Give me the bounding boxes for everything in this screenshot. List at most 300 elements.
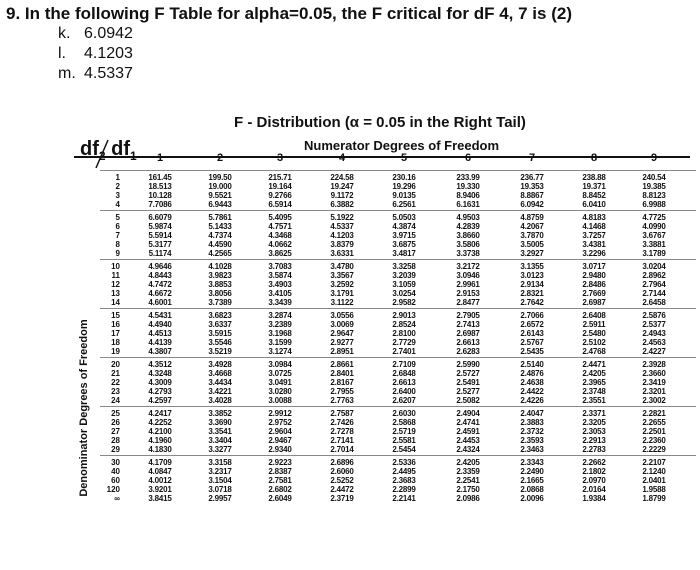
f-critical-value: 3.0123	[520, 271, 544, 280]
f-critical-value: 5.1174	[148, 249, 172, 258]
table-row	[100, 458, 696, 467]
f-critical-value: 233.99	[456, 173, 480, 182]
f-critical-value: 2.5140	[520, 360, 544, 369]
f-critical-value: 215.71	[268, 173, 292, 182]
f-critical-value: 2.5581	[392, 436, 416, 445]
f-critical-value: 3.2039	[392, 271, 416, 280]
f-critical-value: 2.6987	[456, 329, 480, 338]
f-critical-value: 4.7472	[148, 280, 172, 289]
denominator-header: Denominator Degrees of Freedom	[78, 319, 90, 497]
f-critical-value: 2.4495	[392, 467, 416, 476]
f-critical-value: 2.8387	[268, 467, 292, 476]
table-row	[100, 494, 696, 503]
table-row	[100, 427, 696, 436]
f-critical-value: 8.8867	[520, 191, 544, 200]
f-critical-value: 4.2252	[148, 418, 172, 427]
f-critical-value: 3.8379	[330, 240, 354, 249]
f-critical-value: 3.5874	[268, 271, 292, 280]
f-critical-value: 2.5454	[392, 445, 416, 454]
table-row	[100, 240, 696, 249]
f-critical-value: 4.8443	[148, 271, 172, 280]
f-critical-value: 2.5990	[456, 360, 480, 369]
f-critical-value: 2.7964	[642, 280, 666, 289]
column-header: 1	[156, 152, 164, 164]
f-critical-value: 2.4227	[642, 347, 666, 356]
f-critical-value: 3.1274	[268, 347, 292, 356]
f-critical-value: 2.3002	[642, 396, 666, 405]
f-critical-value: 3.8660	[456, 231, 480, 240]
f-critical-value: 3.3738	[456, 249, 480, 258]
df2-value: 12	[111, 280, 120, 289]
f-critical-value: 4.5337	[330, 222, 354, 231]
f-critical-value: 2.1240	[642, 467, 666, 476]
f-critical-value: 2.5719	[392, 427, 416, 436]
f-critical-value: 2.7763	[330, 396, 354, 405]
df2-value: 27	[111, 427, 120, 436]
f-critical-value: 2.0096	[520, 494, 544, 503]
f-critical-value: 2.2913	[582, 436, 606, 445]
f-critical-value: 4.0847	[148, 467, 172, 476]
f-critical-value: 3.0725	[268, 369, 292, 378]
f-critical-value: 2.4876	[520, 369, 544, 378]
f-critical-value: 6.3882	[330, 200, 354, 209]
table-row	[100, 485, 696, 494]
f-critical-value: 2.6613	[456, 338, 480, 347]
f-critical-value: 4.2100	[148, 427, 172, 436]
f-critical-value: 2.3343	[520, 458, 544, 467]
f-critical-value: 2.6207	[392, 396, 416, 405]
table-row	[100, 387, 696, 396]
f-critical-value: 19.000	[208, 182, 232, 191]
f-critical-value: 3.0069	[330, 320, 354, 329]
f-critical-value: 3.1968	[268, 329, 292, 338]
f-critical-value: 2.3732	[520, 427, 544, 436]
df2-value: 7	[115, 231, 120, 240]
question-text: 9. In the following F Table for alpha=0.05, the F critical for dF 4, 7 is (2)	[6, 4, 572, 23]
f-critical-value: 3.7083	[268, 262, 292, 271]
f-critical-value: 8.8452	[582, 191, 606, 200]
f-critical-value: 3.6823	[208, 311, 232, 320]
option-l[interactable]	[58, 44, 133, 64]
f-critical-value: 2.4453	[456, 436, 480, 445]
f-critical-value: 2.9340	[268, 445, 292, 454]
f-critical-value: 2.3719	[330, 494, 354, 503]
f-critical-value: 19.296	[392, 182, 416, 191]
f-critical-value: 5.4095	[268, 213, 292, 222]
f-critical-value: 2.4741	[456, 418, 480, 427]
f-critical-value: 2.9277	[330, 338, 354, 347]
f-critical-value: 2.5252	[330, 476, 354, 485]
f-critical-value: 3.4928	[208, 360, 232, 369]
df2-value: 6	[115, 222, 120, 231]
f-critical-value: 3.2317	[208, 467, 232, 476]
f-critical-value: 3.8625	[268, 249, 292, 258]
option-letter: m.	[58, 65, 76, 82]
f-critical-value: 3.4817	[392, 249, 416, 258]
f-critical-value: 2.6848	[392, 369, 416, 378]
df2-value: 19	[111, 347, 120, 356]
f-critical-value: 3.8056	[208, 289, 232, 298]
option-value: 6.0942	[84, 25, 133, 42]
f-critical-value: 2.3053	[582, 427, 606, 436]
column-header: 7	[528, 152, 536, 164]
f-critical-value: 3.5806	[456, 240, 480, 249]
f-critical-value: 2.4471	[582, 360, 606, 369]
f-critical-value: 1.8799	[642, 494, 666, 503]
table-row	[100, 436, 696, 445]
f-critical-value: 4.2417	[148, 409, 172, 418]
f-critical-value: 2.8486	[582, 280, 606, 289]
f-critical-value: 3.1504	[208, 476, 232, 485]
f-critical-value: 2.2541	[456, 476, 480, 485]
f-critical-value: 18.513	[148, 182, 172, 191]
f-critical-value: 2.7014	[330, 445, 354, 454]
f-critical-value: 2.3883	[520, 418, 544, 427]
table-row	[100, 445, 696, 454]
f-critical-value: 2.9957	[208, 494, 232, 503]
f-critical-value: 2.9467	[268, 436, 292, 445]
f-critical-value: 4.6672	[148, 289, 172, 298]
f-critical-value: 2.6572	[520, 320, 544, 329]
f-critical-value: 4.7725	[642, 213, 666, 222]
f-critical-value: 2.3201	[642, 387, 666, 396]
f-critical-value: 2.3371	[582, 409, 606, 418]
f-critical-value: 2.5767	[520, 338, 544, 347]
f-critical-value: 2.6458	[642, 298, 666, 307]
f-critical-value: 6.0942	[520, 200, 544, 209]
f-critical-value: 2.6283	[456, 347, 480, 356]
f-critical-value: 2.8477	[456, 298, 480, 307]
option-value: 4.5337	[84, 65, 133, 82]
f-critical-value: 2.0401	[642, 476, 666, 485]
f-critical-value: 2.5082	[456, 396, 480, 405]
df2-value: 18	[111, 338, 120, 347]
df2-value: 8	[115, 240, 120, 249]
f-critical-value: 9.1172	[330, 191, 354, 200]
f-critical-value: 3.3258	[392, 262, 416, 271]
f-critical-value: 3.2874	[268, 311, 292, 320]
f-critical-value: 3.7389	[208, 298, 232, 307]
f-critical-value: 2.2141	[392, 494, 416, 503]
f-critical-value: 3.2296	[582, 249, 606, 258]
df2-label: df	[80, 138, 99, 160]
df2-value: ∞	[114, 494, 120, 503]
f-critical-value: 4.4139	[148, 338, 172, 347]
column-header: 9	[650, 152, 658, 164]
f-critical-value: 6.2561	[392, 200, 416, 209]
f-critical-value: 4.6001	[148, 298, 172, 307]
f-critical-value: 5.0503	[392, 213, 416, 222]
row-group	[100, 210, 696, 259]
f-critical-value: 4.0662	[268, 240, 292, 249]
f-critical-value: 3.3567	[330, 271, 354, 280]
f-critical-value: 2.2360	[642, 436, 666, 445]
table-row	[100, 360, 696, 369]
f-critical-value: 2.5876	[642, 311, 666, 320]
column-header: 2	[216, 152, 224, 164]
f-critical-value: 3.3404	[208, 436, 232, 445]
df2-value: 16	[111, 320, 120, 329]
f-critical-value: 2.7669	[582, 289, 606, 298]
f-critical-value: 3.3439	[268, 298, 292, 307]
table-row	[100, 467, 696, 476]
column-header: 4	[338, 152, 346, 164]
answer-options	[58, 24, 133, 84]
df2-value: 29	[111, 445, 120, 454]
f-critical-value: 3.0280	[268, 387, 292, 396]
f-critical-value: 2.9134	[520, 280, 544, 289]
f-critical-value: 2.9912	[268, 409, 292, 418]
f-critical-value: 3.0556	[330, 311, 354, 320]
f-critical-value: 19.353	[520, 182, 544, 191]
f-critical-value: 4.3874	[392, 222, 416, 231]
f-critical-value: 6.9443	[208, 200, 232, 209]
f-critical-value: 3.0088	[268, 396, 292, 405]
f-critical-value: 3.1355	[520, 262, 544, 271]
f-critical-value: 3.3541	[208, 427, 232, 436]
f-critical-value: 3.9823	[208, 271, 232, 280]
f-critical-value: 2.2662	[582, 458, 606, 467]
f-critical-value: 3.6875	[392, 240, 416, 249]
f-critical-value: 5.1433	[208, 222, 232, 231]
table-row	[100, 262, 696, 271]
f-critical-value: 5.3177	[148, 240, 172, 249]
f-critical-value: 2.4904	[456, 409, 480, 418]
option-m[interactable]	[58, 64, 133, 84]
f-critical-value: 3.0717	[582, 262, 606, 271]
f-critical-value: 3.5005	[520, 240, 544, 249]
df2-value: 17	[111, 329, 120, 338]
f-critical-value: 2.5727	[456, 369, 480, 378]
f-critical-value: 2.6987	[582, 298, 606, 307]
numerator-header: Numerator Degrees of Freedom	[304, 138, 500, 153]
f-critical-value: 2.6030	[392, 409, 416, 418]
table-row	[100, 418, 696, 427]
f-critical-value: 3.1122	[330, 298, 354, 307]
row-group	[100, 455, 696, 504]
f-critical-value: 1.9588	[642, 485, 666, 494]
f-critical-value: 4.3248	[148, 369, 172, 378]
f-critical-value: 2.8167	[330, 378, 354, 387]
f-critical-value: 4.9503	[456, 213, 480, 222]
f-critical-value: 4.4940	[148, 320, 172, 329]
df2-value: 20	[111, 360, 120, 369]
f-critical-value: 2.8661	[330, 360, 354, 369]
f-distribution-table	[64, 114, 700, 570]
df2-sub: 2	[98, 149, 106, 163]
f-critical-value: 199.50	[208, 173, 232, 182]
f-critical-value: 4.7374	[208, 231, 232, 240]
f-critical-value: 2.8401	[330, 369, 354, 378]
f-critical-value: 3.0491	[268, 378, 292, 387]
table-row	[100, 409, 696, 418]
f-critical-value: 4.1709	[148, 458, 172, 467]
f-critical-value: 4.3512	[148, 360, 172, 369]
df2-value: 14	[111, 298, 120, 307]
table-row	[100, 289, 696, 298]
table-row	[100, 231, 696, 240]
f-critical-value: 4.0012	[148, 476, 172, 485]
option-letter: l.	[58, 45, 66, 62]
f-critical-value: 2.8524	[392, 320, 416, 329]
table-title: F - Distribution (α = 0.05 in the Right Tail)	[234, 114, 526, 131]
column-header: 5	[400, 152, 408, 164]
f-critical-value: 3.9201	[148, 485, 172, 494]
f-critical-value: 4.5431	[148, 311, 172, 320]
f-critical-value: 2.4205	[582, 369, 606, 378]
f-critical-value: 2.7066	[520, 311, 544, 320]
f-critical-value: 19.164	[268, 182, 292, 191]
f-critical-value: 2.5911	[582, 320, 606, 329]
table-row	[100, 249, 696, 258]
f-critical-value: 8.8123	[642, 191, 666, 200]
f-critical-value: 7.7086	[148, 200, 172, 209]
f-critical-value: 4.0990	[642, 222, 666, 231]
table-row	[100, 329, 696, 338]
f-critical-value: 3.4434	[208, 378, 232, 387]
f-critical-value: 2.7955	[330, 387, 354, 396]
f-critical-value: 2.4591	[456, 427, 480, 436]
table-row	[100, 271, 696, 280]
table-row	[100, 311, 696, 320]
df2-value: 2	[115, 182, 120, 191]
table-row	[100, 476, 696, 485]
f-critical-value: 5.9874	[148, 222, 172, 231]
f-critical-value: 6.6079	[148, 213, 172, 222]
f-critical-value: 4.1960	[148, 436, 172, 445]
f-critical-value: 4.3468	[268, 231, 292, 240]
f-critical-value: 2.4226	[520, 396, 544, 405]
df2-value: 22	[111, 378, 120, 387]
f-critical-value: 2.5277	[456, 387, 480, 396]
f-critical-value: 4.1028	[208, 262, 232, 271]
f-critical-value: 6.5914	[268, 200, 292, 209]
df2-value: 10	[111, 262, 120, 271]
df2-value: 28	[111, 436, 120, 445]
f-critical-value: 2.2501	[642, 427, 666, 436]
f-critical-value: 2.6613	[392, 378, 416, 387]
f-critical-value: 19.385	[642, 182, 666, 191]
f-critical-value: 2.4422	[520, 387, 544, 396]
f-critical-value: 2.2821	[642, 409, 666, 418]
f-critical-value: 3.2389	[268, 320, 292, 329]
f-critical-value: 2.9752	[268, 418, 292, 427]
table-row	[100, 378, 696, 387]
f-critical-value: 5.7861	[208, 213, 232, 222]
f-critical-value: 4.3009	[148, 378, 172, 387]
f-critical-value: 10.128	[148, 191, 172, 200]
df2-value: 30	[111, 458, 120, 467]
df2-value: 40	[111, 467, 120, 476]
f-critical-value: 2.9582	[392, 298, 416, 307]
row-group	[100, 259, 696, 308]
f-critical-value: 224.58	[330, 173, 354, 182]
f-critical-value: 2.3660	[642, 369, 666, 378]
row-group	[100, 308, 696, 357]
f-critical-value: 3.4221	[208, 387, 232, 396]
f-critical-value: 2.7109	[392, 360, 416, 369]
f-critical-value: 19.247	[330, 182, 354, 191]
f-critical-value: 2.7278	[330, 427, 354, 436]
f-critical-value: 3.4903	[268, 280, 292, 289]
df2-value: 3	[115, 191, 120, 200]
f-critical-value: 2.2229	[642, 445, 666, 454]
column-header: 8	[590, 152, 598, 164]
f-critical-value: 9.0135	[392, 191, 416, 200]
f-critical-value: 3.8415	[148, 494, 172, 503]
f-critical-value: 2.3551	[582, 396, 606, 405]
f-critical-value: 2.1802	[582, 467, 606, 476]
f-critical-value: 2.6408	[582, 311, 606, 320]
f-critical-value: 3.2927	[520, 249, 544, 258]
f-critical-value: 3.6767	[642, 231, 666, 240]
f-critical-value: 3.8853	[208, 280, 232, 289]
f-critical-value: 2.4638	[520, 378, 544, 387]
f-critical-value: 3.1791	[330, 289, 354, 298]
row-group	[100, 357, 696, 406]
df2-value: 1	[115, 173, 120, 182]
f-critical-value: 2.9480	[582, 271, 606, 280]
f-critical-value: 3.4105	[268, 289, 292, 298]
f-critical-value: 4.1203	[330, 231, 354, 240]
f-critical-value: 4.4590	[208, 240, 232, 249]
f-critical-value: 3.7870	[520, 231, 544, 240]
f-critical-value: 3.2172	[456, 262, 480, 271]
f-critical-value: 3.1599	[268, 338, 292, 347]
f-critical-value: 2.2655	[642, 418, 666, 427]
f-critical-value: 3.7257	[582, 231, 606, 240]
f-critical-value: 2.7141	[330, 436, 354, 445]
f-critical-value: 2.4563	[642, 338, 666, 347]
table-row	[100, 280, 696, 289]
table-row	[100, 396, 696, 405]
df2-value: 13	[111, 289, 120, 298]
f-critical-value: 240.54	[642, 173, 666, 182]
f-critical-value: 4.2839	[456, 222, 480, 231]
f-critical-value: 2.7581	[268, 476, 292, 485]
f-critical-value: 4.4513	[148, 329, 172, 338]
df1-label: df	[111, 138, 131, 160]
option-k[interactable]	[58, 24, 133, 44]
f-critical-value: 2.6143	[520, 329, 544, 338]
f-critical-value: 2.7587	[330, 409, 354, 418]
f-critical-value: 3.2592	[330, 280, 354, 289]
df2-value: 15	[111, 311, 120, 320]
column-header: 6	[464, 152, 472, 164]
f-critical-value: 1.9384	[582, 494, 606, 503]
f-critical-value: 2.3463	[520, 445, 544, 454]
f-critical-value: 2.8951	[330, 347, 354, 356]
df2-value: 120	[106, 485, 120, 494]
f-critical-value: 9.5521	[208, 191, 232, 200]
f-critical-value: 2.6802	[268, 485, 292, 494]
f-critical-value: 4.1468	[582, 222, 606, 231]
f-critical-value: 2.5480	[582, 329, 606, 338]
f-critical-value: 2.3205	[582, 418, 606, 427]
f-critical-value: 5.1922	[330, 213, 354, 222]
f-critical-value: 230.16	[392, 173, 416, 182]
f-critical-value: 4.1830	[148, 445, 172, 454]
f-critical-value: 2.6049	[268, 494, 292, 503]
table-row	[100, 191, 696, 200]
f-critical-value: 4.7571	[268, 222, 292, 231]
row-group	[100, 406, 696, 455]
f-critical-value: 3.5219	[208, 347, 232, 356]
f-critical-value: 3.0254	[392, 289, 416, 298]
f-critical-value: 2.4047	[520, 409, 544, 418]
f-critical-value: 5.5914	[148, 231, 172, 240]
table-row	[100, 213, 696, 222]
